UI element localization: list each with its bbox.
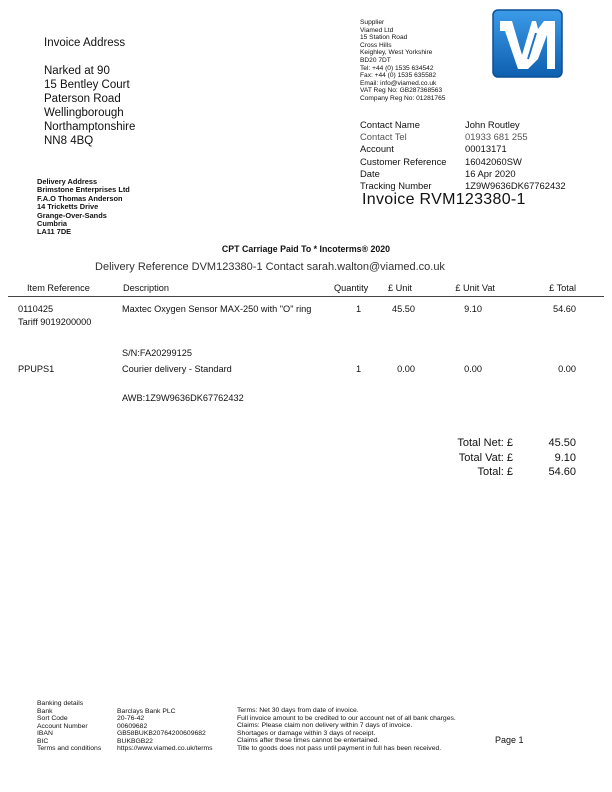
invoice-address-line: Narked at 90 bbox=[44, 65, 110, 77]
contact-value: 16 Apr 2020 bbox=[465, 167, 516, 179]
banking-value: BUKBGB22 bbox=[117, 737, 153, 745]
total-vat-value: 9.10 bbox=[554, 451, 576, 464]
tariff-code: Tariff 9019200000 bbox=[18, 316, 92, 327]
banking-value: 20-76-42 bbox=[117, 715, 145, 722]
header-quantity: Quantity bbox=[334, 283, 369, 293]
row1-description: Maxtec Oxygen Sensor MAX-250 with "O" ring bbox=[122, 304, 312, 314]
delivery-reference: Delivery Reference DVM123380-1 Contact sarah.walton@viamed.co.uk bbox=[95, 261, 445, 273]
terms-line: Full invoice amount to be credited to our account net of all bank charges. bbox=[237, 714, 456, 722]
row1-total: 54.60 bbox=[553, 304, 576, 314]
supplier-line: Keighley, West Yorkshire bbox=[360, 49, 433, 57]
header-item-reference: Item Reference bbox=[27, 283, 90, 293]
contact-row bbox=[360, 156, 566, 168]
contact-row bbox=[360, 119, 566, 131]
table-divider bbox=[8, 296, 604, 297]
header-total: £ Total bbox=[549, 283, 576, 293]
totals-values bbox=[520, 436, 576, 480]
delivery-line: Grange-Over-Sands bbox=[37, 210, 107, 220]
contact-value: 16042060SW bbox=[465, 155, 522, 167]
banking-label: IBAN bbox=[37, 730, 53, 737]
contact-row bbox=[360, 168, 566, 180]
total-vat-label: Total Vat: £ bbox=[458, 451, 513, 464]
row2-quantity: 1 bbox=[356, 364, 362, 374]
banking-label: Terms and conditions bbox=[37, 745, 102, 752]
contact-value: 1Z9W9636DK67762432 bbox=[465, 180, 566, 192]
invoice-address-line: Paterson Road bbox=[44, 93, 121, 105]
header-description: Description bbox=[123, 283, 169, 293]
invoice-number: Invoice RVM123380-1 bbox=[362, 191, 526, 208]
contact-details bbox=[360, 119, 566, 192]
invoice-address-line: NN8 4BQ bbox=[44, 135, 94, 147]
banking-row bbox=[37, 730, 213, 738]
supplier-line: 15 Station Road bbox=[360, 34, 408, 42]
delivery-line: 14 Tricketts Drive bbox=[37, 202, 99, 212]
supplier-line: BD20 7DT bbox=[360, 56, 391, 64]
contact-label: Contact Tel bbox=[360, 131, 407, 143]
invoice-address-title: Invoice Address bbox=[44, 37, 126, 49]
payment-terms bbox=[237, 707, 456, 752]
banking-row bbox=[37, 708, 213, 716]
delivery-line: Brimstone Enterprises Ltd bbox=[37, 185, 130, 195]
row1-unit: 45.50 bbox=[392, 304, 415, 314]
row2-description: Courier delivery - Standard bbox=[122, 364, 232, 374]
contact-row bbox=[360, 131, 566, 143]
contact-label: Tracking Number bbox=[360, 180, 432, 192]
row1-ref bbox=[18, 303, 91, 328]
row2-awb: AWB:1Z9W9636DK67762432 bbox=[122, 393, 244, 403]
banking-details bbox=[37, 700, 213, 753]
banking-title: Banking details bbox=[37, 700, 84, 707]
row1-unit-vat: 9.10 bbox=[464, 304, 482, 314]
contact-label: Date bbox=[360, 167, 380, 179]
row2-unit-vat: 0.00 bbox=[464, 364, 482, 374]
item-reference: 0110425 bbox=[18, 304, 54, 314]
delivery-address bbox=[37, 178, 130, 237]
total-net-label: Total Net: £ bbox=[457, 437, 513, 449]
banking-row bbox=[37, 738, 213, 746]
supplier-line: Email: info@viamed.co.uk bbox=[360, 79, 437, 87]
banking-label: BIC bbox=[37, 737, 49, 745]
total-net-value: 45.50 bbox=[548, 437, 576, 449]
terms-line: Shortages or damage within 3 days of receipt. bbox=[237, 729, 376, 737]
delivery-line: Delivery Address bbox=[37, 177, 98, 186]
banking-value: 00609682 bbox=[117, 722, 148, 730]
supplier-line: Viamed Ltd bbox=[360, 26, 394, 34]
banking-row bbox=[37, 715, 213, 723]
header-unit: £ Unit bbox=[387, 283, 412, 293]
banking-row bbox=[37, 723, 213, 731]
banking-label: Bank bbox=[37, 707, 53, 715]
invoice-address-line: Northamptonshire bbox=[44, 121, 136, 133]
delivery-line: Cumbria bbox=[37, 219, 67, 229]
row2-unit: 0.00 bbox=[397, 364, 415, 374]
delivery-line: LA11 7DE bbox=[37, 227, 72, 237]
contact-value: 01933 681 255 bbox=[465, 131, 528, 143]
invoice-address-line: Wellingborough bbox=[44, 107, 124, 119]
supplier-address bbox=[360, 19, 445, 103]
invoice-address bbox=[44, 36, 135, 148]
banking-row bbox=[37, 745, 213, 753]
supplier-line: Fax: +44 (0) 1535 635582 bbox=[360, 72, 437, 80]
terms-link[interactable]: https://www.viamed.co.uk/terms bbox=[117, 745, 213, 752]
row2-ref: PPUPS1 bbox=[18, 364, 55, 374]
header-unit-vat: £ Unit Vat bbox=[455, 283, 495, 293]
total-label: Total: £ bbox=[477, 466, 513, 478]
invoice-address-line: 15 Bentley Court bbox=[44, 79, 130, 91]
viamed-logo-icon bbox=[492, 9, 563, 78]
supplier-line: Tel: +44 (0) 1535 634542 bbox=[360, 64, 434, 72]
page-number: Page 1 bbox=[495, 735, 524, 745]
contact-value: 00013171 bbox=[465, 143, 507, 155]
contact-label: Customer Reference bbox=[360, 155, 447, 167]
terms-line: Claims: Please claim non delivery within 7 days of invoice. bbox=[237, 722, 413, 729]
contact-label: Contact Name bbox=[360, 119, 420, 130]
supplier-line: VAT Reg No: GB287368563 bbox=[360, 87, 443, 95]
supplier-line: Cross Hills bbox=[360, 41, 392, 49]
totals-labels bbox=[400, 436, 513, 480]
row1-serial: S/N:FA20299125 bbox=[122, 348, 192, 358]
banking-value: GB58BUKB20764200609682 bbox=[117, 730, 206, 737]
contact-label: Account bbox=[360, 143, 394, 155]
total-value: 54.60 bbox=[548, 466, 576, 478]
terms-line: Title to goods does not pass until payment in full has been received. bbox=[237, 744, 442, 752]
delivery-line: F.A.O Thomas Anderson bbox=[37, 193, 123, 203]
banking-label: Sort Code bbox=[37, 715, 68, 722]
row2-total: 0.00 bbox=[558, 364, 576, 374]
terms-line: Terms: Net 30 days from date of invoice. bbox=[237, 707, 359, 714]
banking-value: Barclays Bank PLC bbox=[117, 707, 176, 715]
terms-line: Claims after these times cannot be entertained. bbox=[237, 737, 380, 744]
banking-label: Account Number bbox=[37, 722, 88, 730]
contact-row bbox=[360, 143, 566, 155]
contact-value: John Routley bbox=[465, 119, 520, 130]
supplier-line: Company Reg No: 01281765 bbox=[360, 94, 446, 102]
carriage-terms: CPT Carriage Paid To * Incoterms® 2020 bbox=[221, 244, 391, 254]
supplier-line: Supplier bbox=[360, 19, 385, 26]
row1-quantity: 1 bbox=[356, 304, 362, 314]
